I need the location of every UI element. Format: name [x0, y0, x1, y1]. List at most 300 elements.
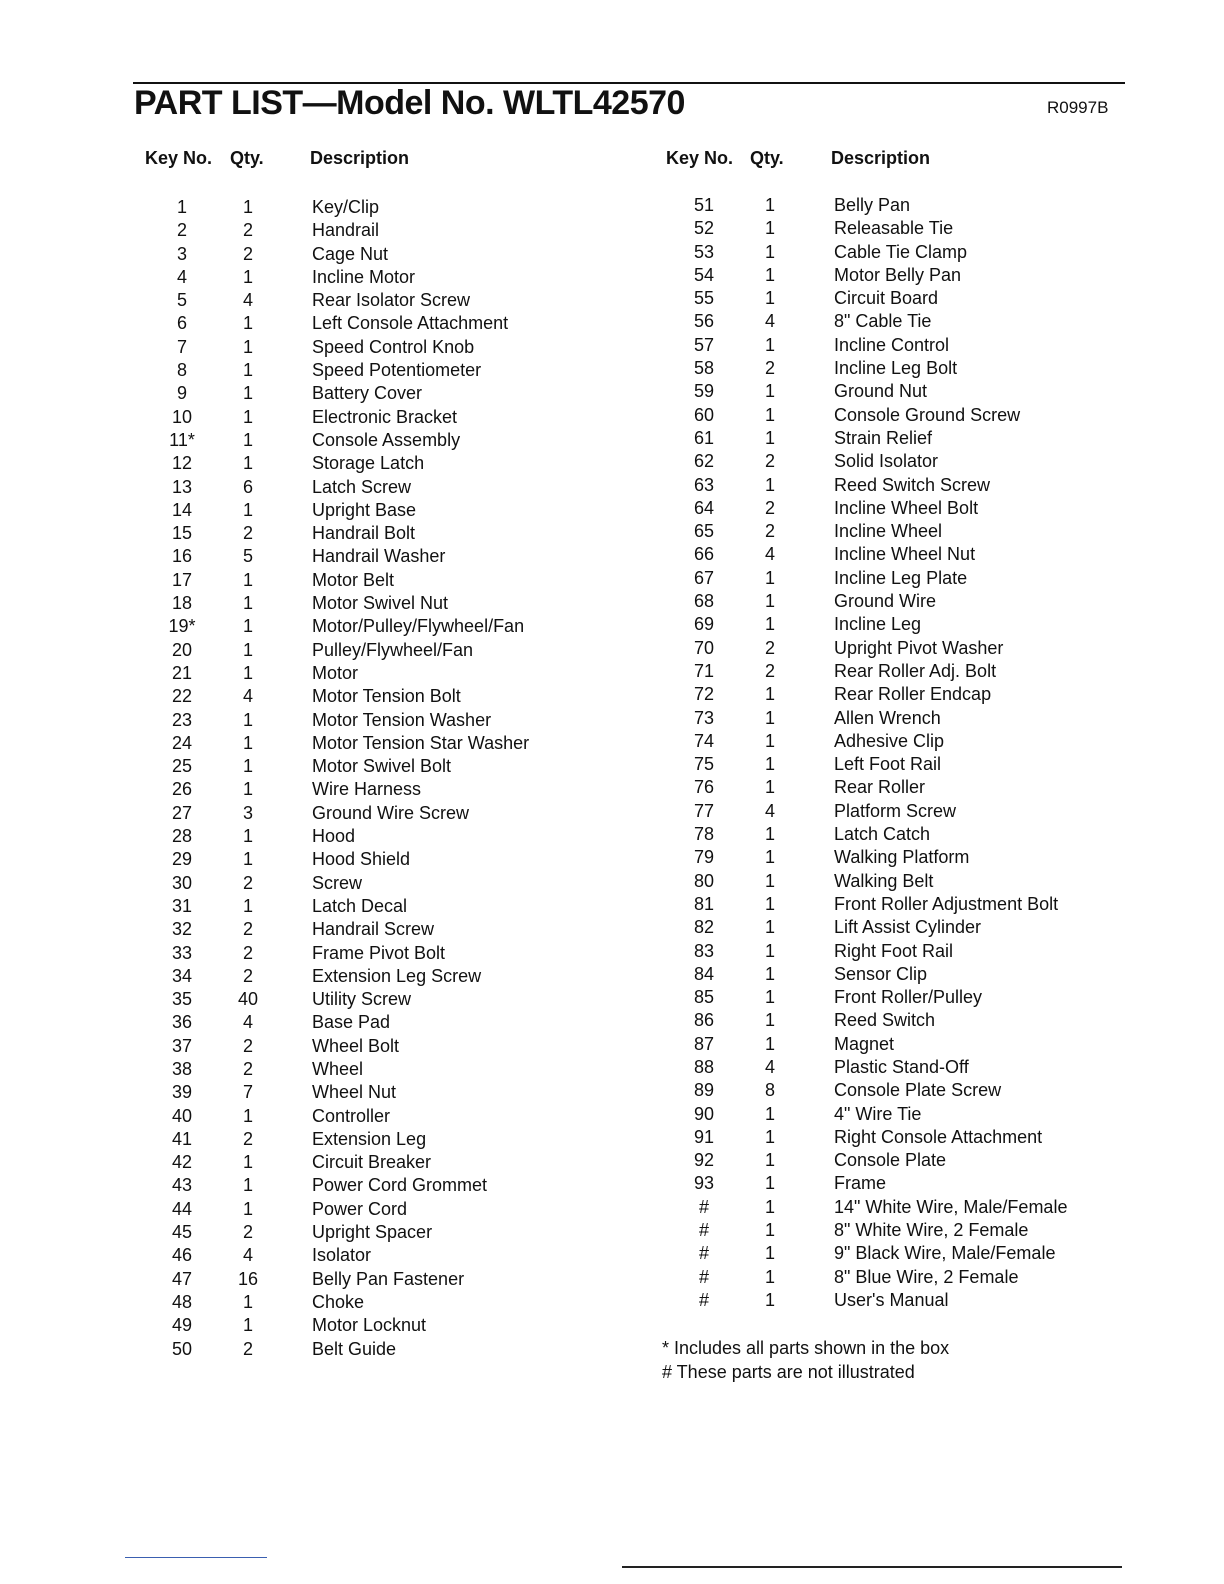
- part-description: Incline Control: [834, 334, 950, 355]
- part-key-no: 36: [171, 1012, 193, 1033]
- part-key-no: 62: [693, 451, 715, 472]
- part-key-no: 89: [693, 1080, 715, 1101]
- part-key-no: 8: [176, 360, 187, 381]
- part-key-no: 15: [171, 523, 193, 544]
- part-qty: 1: [242, 266, 253, 287]
- part-key-no: 78: [693, 824, 715, 845]
- part-qty: 8: [764, 1080, 775, 1101]
- part-key-no: 50: [171, 1338, 193, 1359]
- table-row: [660, 311, 1130, 334]
- table-row: [660, 1197, 1130, 1220]
- part-description: Handrail Washer: [312, 546, 446, 567]
- table-row: [660, 242, 1130, 265]
- part-qty: 2: [242, 1058, 253, 1079]
- table-row: [660, 428, 1130, 451]
- part-qty: 1: [764, 1150, 775, 1171]
- part-key-no: 42: [171, 1152, 193, 1173]
- part-key-no: 44: [171, 1198, 193, 1219]
- footnote-not-illustrated: # These parts are not illustrated: [662, 1362, 915, 1382]
- part-qty: 2: [242, 1128, 253, 1149]
- part-key-no: 84: [693, 963, 715, 984]
- part-qty: 1: [242, 593, 253, 614]
- table-row: [140, 593, 620, 616]
- table-row: [140, 523, 620, 546]
- part-key-no: #: [698, 1220, 709, 1241]
- part-description: Cage Nut: [312, 243, 389, 264]
- part-description: Console Ground Screw: [834, 404, 1021, 425]
- part-key-no: 17: [171, 569, 193, 590]
- table-row: [660, 1220, 1130, 1243]
- part-description: Latch Decal: [312, 895, 408, 916]
- part-description: Motor Belly Pan: [834, 264, 962, 285]
- part-description: Screw: [312, 872, 363, 893]
- part-qty: 2: [242, 1035, 253, 1056]
- table-row: [140, 663, 620, 686]
- part-key-no: 29: [171, 849, 193, 870]
- part-qty: 2: [242, 872, 253, 893]
- part-description: Handrail Bolt: [312, 523, 416, 544]
- part-description: Walking Platform: [834, 847, 970, 868]
- table-row: [140, 733, 620, 756]
- part-qty: 4: [242, 290, 253, 311]
- part-qty: 2: [242, 919, 253, 940]
- table-row: [140, 1222, 620, 1245]
- part-qty: 16: [237, 1268, 259, 1289]
- table-row: [140, 267, 620, 290]
- part-qty: 3: [242, 802, 253, 823]
- part-key-no: 92: [693, 1150, 715, 1171]
- part-qty: 1: [764, 777, 775, 798]
- table-row: [660, 917, 1130, 940]
- table-row: [660, 1173, 1130, 1196]
- part-description: Electronic Bracket: [312, 406, 458, 427]
- part-key-no: 23: [171, 709, 193, 730]
- part-qty: 2: [242, 1222, 253, 1243]
- part-description: Ground Wire: [834, 591, 937, 612]
- part-key-no: 25: [171, 756, 193, 777]
- table-row: [140, 337, 620, 360]
- part-qty: 1: [764, 567, 775, 588]
- table-row: [660, 195, 1130, 218]
- part-key-no: 48: [171, 1291, 193, 1312]
- part-qty: 1: [764, 264, 775, 285]
- part-qty: 1: [764, 987, 775, 1008]
- parts-list-left: [140, 197, 620, 1362]
- part-qty: 1: [764, 474, 775, 495]
- table-row: [140, 1082, 620, 1105]
- part-qty: 1: [764, 1196, 775, 1217]
- part-description: Left Console Attachment: [312, 313, 509, 334]
- part-key-no: 13: [171, 476, 193, 497]
- part-key-no: 60: [693, 404, 715, 425]
- part-qty: 1: [764, 917, 775, 938]
- table-row: [140, 896, 620, 919]
- part-qty: 2: [764, 521, 775, 542]
- part-description: 8" Blue Wire, 2 Female: [834, 1266, 1019, 1287]
- part-qty: 2: [764, 497, 775, 518]
- table-row: [660, 358, 1130, 381]
- table-row: [660, 1034, 1130, 1057]
- part-description: Incline Wheel: [834, 521, 943, 542]
- part-key-no: 80: [693, 870, 715, 891]
- part-key-no: 56: [693, 311, 715, 332]
- part-key-no: 7: [176, 336, 187, 357]
- part-description: Choke: [312, 1291, 365, 1312]
- part-key-no: 79: [693, 847, 715, 868]
- part-qty: 1: [764, 870, 775, 891]
- table-row: [140, 919, 620, 942]
- part-key-no: 16: [171, 546, 193, 567]
- part-description: Rear Isolator Screw: [312, 290, 471, 311]
- part-description: Ground Nut: [834, 381, 928, 402]
- part-description: Incline Wheel Bolt: [834, 497, 979, 518]
- part-qty: 1: [242, 1105, 253, 1126]
- part-description: Console Plate: [834, 1150, 947, 1171]
- part-description: Motor Tension Star Washer: [312, 732, 530, 753]
- table-row: [660, 1127, 1130, 1150]
- table-row: [660, 405, 1130, 428]
- table-row: [140, 1106, 620, 1129]
- part-description: Incline Motor: [312, 266, 416, 287]
- part-description: Handrail Screw: [312, 919, 435, 940]
- column-header: [140, 148, 620, 172]
- part-description: Upright Base: [312, 499, 417, 520]
- part-qty: 1: [764, 1266, 775, 1287]
- part-description: Battery Cover: [312, 383, 423, 404]
- part-description: Controller: [312, 1105, 391, 1126]
- parts-column-right: [660, 148, 1130, 1310]
- part-description: Motor Swivel Nut: [312, 593, 449, 614]
- table-row: [660, 1267, 1130, 1290]
- parts-list-right: [660, 195, 1130, 1313]
- part-description: Motor Swivel Bolt: [312, 756, 452, 777]
- part-description: Magnet: [834, 1033, 895, 1054]
- part-description: Rear Roller: [834, 777, 926, 798]
- part-qty: 1: [764, 1173, 775, 1194]
- part-key-no: 40: [171, 1105, 193, 1126]
- table-row: [660, 1290, 1130, 1313]
- part-qty: 1: [764, 684, 775, 705]
- table-row: [660, 824, 1130, 847]
- part-key-no: 37: [171, 1035, 193, 1056]
- table-row: [140, 849, 620, 872]
- part-description: 8" Cable Tie: [834, 311, 932, 332]
- part-key-no: 63: [693, 474, 715, 495]
- part-key-no: 73: [693, 707, 715, 728]
- part-qty: 1: [764, 707, 775, 728]
- table-row: [140, 477, 620, 500]
- part-key-no: 77: [693, 800, 715, 821]
- part-qty: 4: [764, 1056, 775, 1077]
- part-description: Upright Spacer: [312, 1222, 433, 1243]
- part-qty: 1: [764, 754, 775, 775]
- part-qty: 1: [764, 1220, 775, 1241]
- part-qty: 4: [242, 1012, 253, 1033]
- part-description: Hood Shield: [312, 849, 411, 870]
- part-key-no: 86: [693, 1010, 715, 1031]
- part-key-no: 45: [171, 1222, 193, 1243]
- part-key-no: 76: [693, 777, 715, 798]
- part-key-no: 58: [693, 358, 715, 379]
- page-title: PART LIST—Model No. WLTL42570: [134, 84, 685, 122]
- part-key-no: 9: [176, 383, 187, 404]
- header-description: Description: [831, 148, 931, 168]
- part-key-no: 31: [171, 895, 193, 916]
- table-row: [140, 290, 620, 313]
- part-qty: 1: [764, 1289, 775, 1310]
- part-description: Pulley/Flywheel/Fan: [312, 639, 474, 660]
- part-qty: 1: [242, 499, 253, 520]
- part-description: Latch Screw: [312, 476, 412, 497]
- table-row: [140, 873, 620, 896]
- part-qty: 4: [764, 311, 775, 332]
- table-row: [660, 1104, 1130, 1127]
- part-key-no: 26: [171, 779, 193, 800]
- table-row: [660, 265, 1130, 288]
- table-row: [660, 777, 1130, 800]
- part-key-no: 88: [693, 1056, 715, 1077]
- table-row: [140, 1315, 620, 1338]
- part-key-no: 71: [693, 660, 715, 681]
- part-qty: 1: [764, 288, 775, 309]
- part-qty: 1: [242, 662, 253, 683]
- part-description: Console Plate Screw: [834, 1080, 1002, 1101]
- part-key-no: 35: [171, 989, 193, 1010]
- part-key-no: 70: [693, 637, 715, 658]
- part-qty: 1: [242, 197, 253, 217]
- part-description: Belly Pan Fastener: [312, 1268, 465, 1289]
- table-row: [140, 546, 620, 569]
- part-qty: 1: [764, 614, 775, 635]
- table-row: [140, 244, 620, 267]
- part-description: Circuit Breaker: [312, 1152, 432, 1173]
- part-description: 8" White Wire, 2 Female: [834, 1220, 1029, 1241]
- footnotes: [662, 1336, 949, 1384]
- part-qty: 2: [242, 243, 253, 264]
- part-qty: 1: [764, 1010, 775, 1031]
- part-qty: 1: [764, 940, 775, 961]
- table-row: [140, 826, 620, 849]
- table-row: [140, 756, 620, 779]
- part-description: Hood: [312, 826, 356, 847]
- part-qty: 4: [764, 544, 775, 565]
- table-row: [660, 288, 1130, 311]
- part-qty: 1: [242, 895, 253, 916]
- part-qty: 1: [242, 1175, 253, 1196]
- part-qty: 1: [242, 383, 253, 404]
- part-key-no: 52: [693, 218, 715, 239]
- part-description: Console Assembly: [312, 429, 461, 450]
- part-key-no: 85: [693, 987, 715, 1008]
- part-key-no: 65: [693, 521, 715, 542]
- part-qty: 40: [237, 989, 259, 1010]
- part-key-no: 32: [171, 919, 193, 940]
- table-row: [140, 710, 620, 733]
- part-description: Motor Tension Washer: [312, 709, 492, 730]
- part-description: Strain Relief: [834, 427, 933, 448]
- table-row: [660, 684, 1130, 707]
- part-key-no: 55: [693, 288, 715, 309]
- table-row: [140, 197, 620, 220]
- table-row: [140, 803, 620, 826]
- part-description: Incline Leg Bolt: [834, 358, 958, 379]
- part-qty: 1: [242, 336, 253, 357]
- table-row: [140, 570, 620, 593]
- header-description: Description: [310, 148, 410, 168]
- table-row: [660, 591, 1130, 614]
- table-row: [140, 989, 620, 1012]
- part-description: Handrail: [312, 220, 380, 241]
- table-row: [140, 383, 620, 406]
- part-qty: 1: [242, 732, 253, 753]
- part-qty: 1: [242, 709, 253, 730]
- part-description: 4" Wire Tie: [834, 1103, 922, 1124]
- part-description: Motor: [312, 662, 359, 683]
- footnote-included-parts: * Includes all parts shown in the box: [662, 1338, 950, 1358]
- table-row: [660, 708, 1130, 731]
- part-key-no: 81: [693, 893, 715, 914]
- bottom-rule-right: [622, 1566, 1122, 1568]
- part-key-no: 20: [171, 639, 193, 660]
- part-description: Power Cord: [312, 1198, 408, 1219]
- part-qty: 2: [764, 358, 775, 379]
- part-description: Storage Latch: [312, 453, 425, 474]
- part-qty: 1: [242, 360, 253, 381]
- part-key-no: 34: [171, 965, 193, 986]
- part-qty: 1: [764, 963, 775, 984]
- table-row: [140, 1012, 620, 1035]
- part-key-no: 54: [693, 264, 715, 285]
- table-row: [140, 220, 620, 243]
- part-qty: 4: [242, 686, 253, 707]
- table-row: [660, 498, 1130, 521]
- table-row: [140, 430, 620, 453]
- table-row: [140, 1152, 620, 1175]
- table-row: [140, 500, 620, 523]
- part-key-no: 49: [171, 1315, 193, 1336]
- part-description: Incline Leg: [834, 614, 922, 635]
- part-description: Extension Leg Screw: [312, 965, 482, 986]
- table-row: [660, 451, 1130, 474]
- part-description: Sensor Clip: [834, 963, 928, 984]
- table-row: [140, 313, 620, 336]
- part-qty: 1: [242, 313, 253, 334]
- part-qty: 2: [242, 220, 253, 241]
- part-key-no: 39: [171, 1082, 193, 1103]
- part-qty: 1: [764, 381, 775, 402]
- table-row: [660, 731, 1130, 754]
- part-qty: 1: [764, 824, 775, 845]
- part-description: Wheel Bolt: [312, 1035, 400, 1056]
- part-description: Frame: [834, 1173, 887, 1194]
- table-row: [140, 1245, 620, 1268]
- part-qty: 5: [242, 546, 253, 567]
- part-description: 14" White Wire, Male/Female: [834, 1196, 1068, 1217]
- part-description: 9" Black Wire, Male/Female: [834, 1243, 1056, 1264]
- part-description: Plastic Stand-Off: [834, 1056, 969, 1077]
- part-qty: 2: [242, 942, 253, 963]
- part-key-no: 57: [693, 334, 715, 355]
- part-key-no: 2: [176, 220, 187, 241]
- part-description: Rear Roller Adj. Bolt: [834, 660, 997, 681]
- part-description: Frame Pivot Bolt: [312, 942, 446, 963]
- part-description: Isolator: [312, 1245, 372, 1266]
- table-row: [660, 987, 1130, 1010]
- part-key-no: 90: [693, 1103, 715, 1124]
- part-qty: 4: [764, 800, 775, 821]
- table-row: [660, 1150, 1130, 1173]
- part-description: Belly Pan: [834, 195, 911, 215]
- part-key-no: 27: [171, 802, 193, 823]
- part-qty: 1: [242, 826, 253, 847]
- part-key-no: 33: [171, 942, 193, 963]
- part-description: Reed Switch Screw: [834, 474, 991, 495]
- part-qty: 1: [242, 779, 253, 800]
- part-description: Front Roller/Pulley: [834, 987, 983, 1008]
- part-qty: 1: [764, 847, 775, 868]
- part-qty: 1: [242, 453, 253, 474]
- part-qty: 2: [242, 523, 253, 544]
- table-row: [140, 1292, 620, 1315]
- column-header: [660, 148, 1130, 172]
- part-description: Allen Wrench: [834, 707, 941, 728]
- part-description: Base Pad: [312, 1012, 391, 1033]
- part-key-no: 68: [693, 591, 715, 612]
- part-key-no: 1: [176, 197, 187, 217]
- part-qty: 1: [764, 1033, 775, 1054]
- part-description: Front Roller Adjustment Bolt: [834, 893, 1059, 914]
- part-key-no: 41: [171, 1128, 193, 1149]
- part-description: Left Foot Rail: [834, 754, 942, 775]
- part-description: Wire Harness: [312, 779, 422, 800]
- part-qty: 1: [764, 241, 775, 262]
- table-row: [140, 640, 620, 663]
- part-description: Rear Roller Endcap: [834, 684, 992, 705]
- table-row: [660, 871, 1130, 894]
- table-row: [660, 941, 1130, 964]
- table-row: [140, 1036, 620, 1059]
- part-key-no: 12: [171, 453, 193, 474]
- part-description: Upright Pivot Washer: [834, 637, 1004, 658]
- part-description: Platform Screw: [834, 800, 957, 821]
- part-description: Latch Catch: [834, 824, 931, 845]
- table-row: [140, 1339, 620, 1362]
- part-qty: 1: [242, 639, 253, 660]
- table-row: [660, 521, 1130, 544]
- part-qty: 1: [764, 893, 775, 914]
- part-qty: 2: [242, 1338, 253, 1359]
- part-key-no: 82: [693, 917, 715, 938]
- part-key-no: 14: [171, 499, 193, 520]
- part-description: Utility Screw: [312, 989, 412, 1010]
- part-key-no: 91: [693, 1126, 715, 1147]
- part-key-no: #: [698, 1266, 709, 1287]
- part-description: Incline Wheel Nut: [834, 544, 976, 565]
- part-description: Key/Clip: [312, 197, 380, 217]
- part-description: Releasable Tie: [834, 218, 954, 239]
- part-qty: 1: [764, 427, 775, 448]
- table-row: [660, 661, 1130, 684]
- part-qty: 1: [242, 1152, 253, 1173]
- table-row: [660, 475, 1130, 498]
- part-qty: 1: [242, 849, 253, 870]
- part-key-no: 51: [693, 195, 715, 215]
- part-key-no: 6: [176, 313, 187, 334]
- table-row: [660, 847, 1130, 870]
- part-qty: 1: [764, 195, 775, 215]
- part-key-no: 5: [176, 290, 187, 311]
- part-description: Extension Leg: [312, 1128, 427, 1149]
